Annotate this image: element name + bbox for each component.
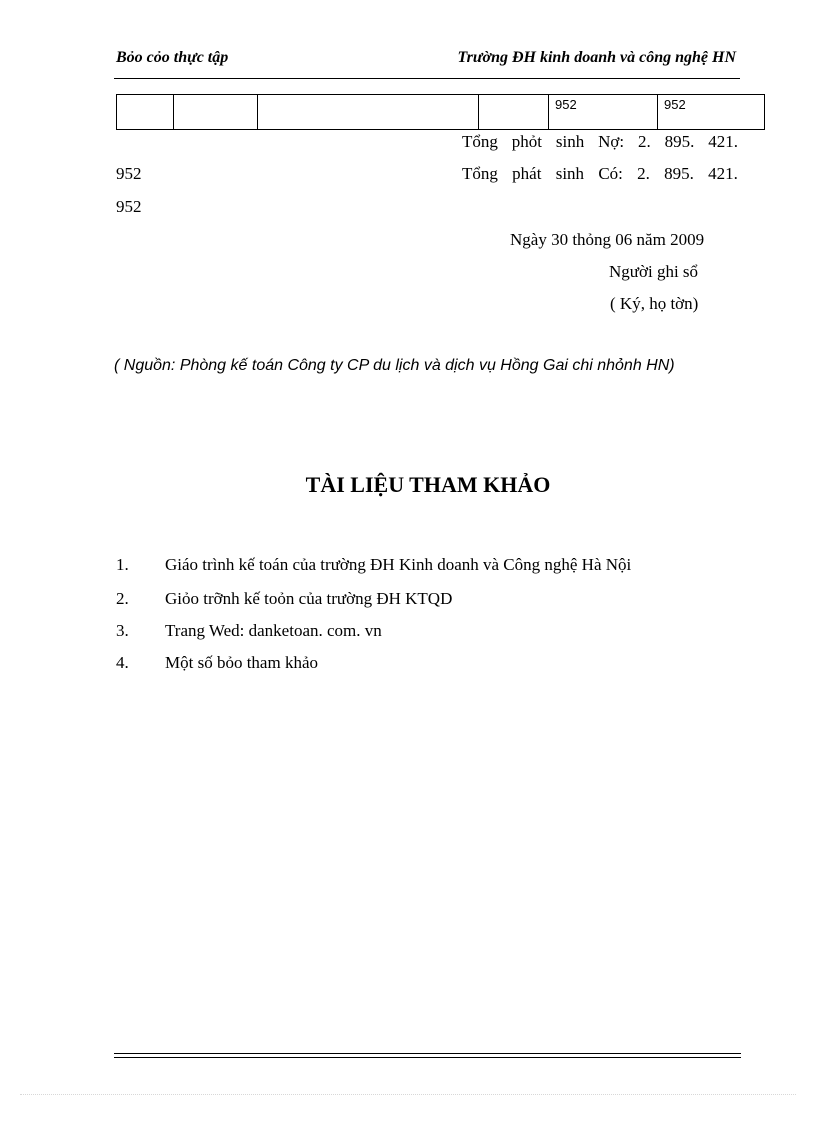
reference-number: 2. [116,589,129,608]
total-credit-word: Tổng [462,164,498,183]
total-debit-word: 895. [664,132,695,151]
reference-text: Trang Wed: danketoan. com. vn [165,621,382,640]
source-note: ( Nguồn: Phòng kế toán Công ty CP du lịch và dịch vụ Hồng Gai chi nhỏnh HN) [114,357,675,374]
table-cell [117,95,174,130]
footer-divider [114,1053,741,1054]
reference-number: 3. [116,621,129,640]
total-debit-word: Tổng [462,132,498,151]
total-credit-word: sinh [555,164,585,183]
total-debit-tail: 952 [116,164,142,183]
table-cell [258,95,479,130]
table-cell [479,95,549,130]
references-title: TÀI LIỆU THAM KHẢO [305,472,551,497]
page-edge-dots [20,1094,796,1095]
total-debit-word: 2. [637,132,651,151]
reference-text: Giáo trình kế toán của trường ĐH Kinh doanh và Công nghệ Hà Nội [165,555,632,574]
signature-role: Người ghi sổ [609,262,699,281]
table-cell-debit: 952 [549,95,658,130]
total-debit-word: sinh [555,132,585,151]
table-row [117,95,765,130]
total-debit-line [462,132,738,152]
reference-number: 4. [116,653,129,672]
signature-note: ( Ký, họ tờn) [610,294,699,313]
total-credit-word: 895. [664,164,694,183]
table-cell-credit: 952 [658,95,765,130]
total-credit-word: 421. [708,164,738,183]
total-credit-word: phát [512,164,542,183]
total-debit-word: phỏt [511,132,542,151]
total-credit-word: Có: [598,164,623,183]
total-credit-word: 2. [637,164,650,183]
total-debit-word: Nợ: [598,132,625,151]
header-right-title: Trường ĐH kinh doanh và công nghệ HN [457,49,736,66]
signature-date: Ngày 30 thỏng 06 năm 2009 [510,230,705,249]
total-credit-line [462,164,738,184]
table-cell [174,95,258,130]
ledger-table [116,94,765,130]
reference-number: 1. [116,555,129,574]
header-left-title: Bỏo cỏo thực tập [116,49,229,66]
total-credit-tail: 952 [116,197,142,216]
total-debit-word: 421. [708,132,738,151]
reference-text: Một số bỏo tham khảo [165,653,318,672]
reference-text: Giỏo trỡnh kế toỏn của trường ĐH KTQD [165,589,453,608]
header-divider [114,78,740,79]
footer-divider [114,1057,741,1058]
